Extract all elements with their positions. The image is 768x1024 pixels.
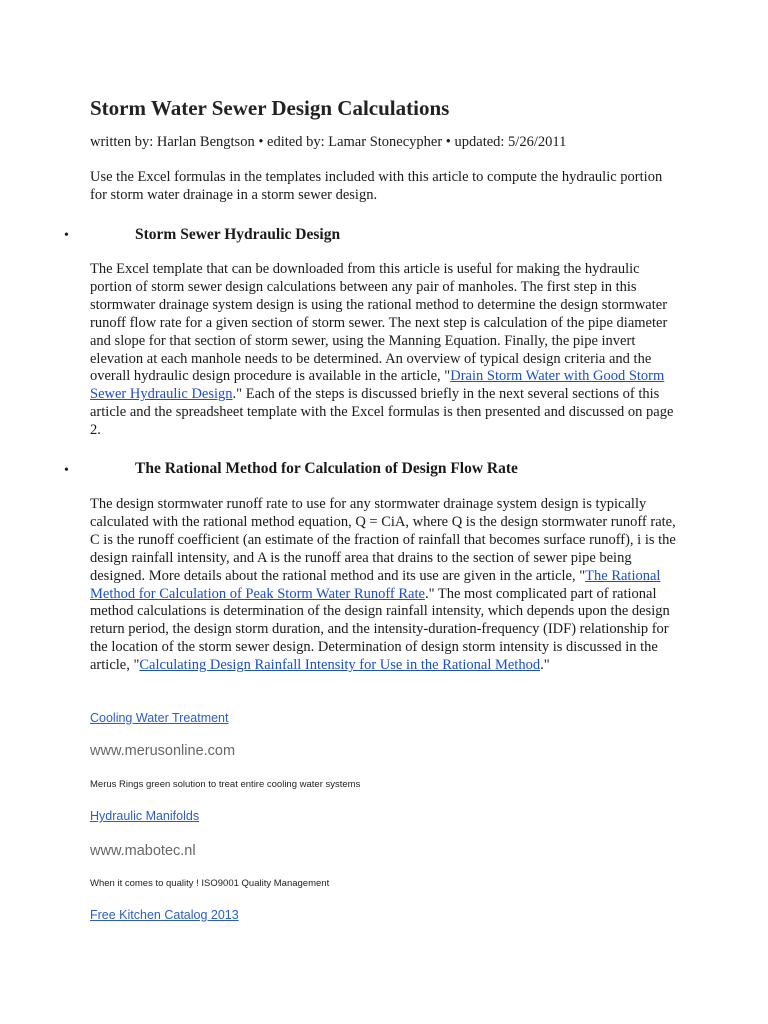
article-link-rainfall-intensity[interactable]: Calculating Design Rainfall Intensity for Use in the Rational Method — [139, 657, 541, 674]
ad-description-merus: Merus Rings green solution to treat entire cooling water systems — [90, 779, 361, 790]
section-body-rational-method — [90, 496, 682, 675]
article-byline: written by: Harlan Bengtson • edited by: Lamar Stonecypher • updated: 5/26/2011 — [90, 134, 567, 150]
ad-link-hydraulic-manifolds[interactable]: Hydraulic Manifolds — [90, 809, 200, 823]
article-link-rational-method[interactable]: The Rational Method for Calculation of Peak Storm Water Runoff Rate — [90, 567, 661, 602]
ad-url-mabotec[interactable]: www.mabotec.nl — [90, 843, 196, 859]
section-body-hydraulic-design — [90, 261, 682, 440]
body-text: ." Each of the steps is discussed briefly in the next several sections of this article and the spreadsheet template with the Excel formulas is then presented and discussed on page 2. — [90, 386, 674, 439]
body-text: The design stormwater runoff rate to use for any stormwater drainage system design is typically calculated with the rational method equation, Q = CiA, where Q is the design stormwater runoff rate, C is the runoff coefficient (an estimate of the fraction of rainfall that becomes surface runoff), i is the design rainfall intensity, and A is the runoff area that drains to the section of sewer pipe being designed. More details about the rational method and its use are given in the article, " — [90, 496, 676, 584]
section-bullet: • — [64, 228, 69, 243]
body-text: ." The most complicated part of rational method calculations is determination of the design rainfall intensity, which depends upon the design return period, the design storm duration, and the intensity-duration-frequency (IDF) relationship for the location of the storm sewer design. Determination of design storm intensity is discussed in the article, " — [90, 585, 670, 674]
article-intro: Use the Excel formulas in the templates included with this article to compute the hydraulic portion for storm water drainage in a storm sewer design. — [90, 169, 663, 203]
ad-link-free-kitchen-catalog[interactable]: Free Kitchen Catalog 2013 — [90, 908, 239, 922]
section-heading-rational-method: The Rational Method for Calculation of Design Flow Rate — [135, 460, 518, 477]
article-link-drain-storm-water[interactable]: Drain Storm Water with Good Storm Sewer Hydraulic Design — [90, 368, 665, 403]
section-bullet: • — [64, 463, 69, 478]
ad-link-cooling-water-treatment[interactable]: Cooling Water Treatment — [90, 711, 229, 725]
ad-description-mabotec: When it comes to quality ! ISO9001 Quality Management — [90, 878, 330, 889]
body-text: The Excel template that can be downloaded from this article is useful for making the hydraulic portion of storm sewer design calculations between any pair of manholes. The first step in this stormwater drainage system design is using the rational method to determine the design stormwater runoff flow rate for a given section of storm sewer. The next step is calculation of the pipe diameter and slope for that section of storm sewer, using the Manning Equation. Finally, the pipe invert elevation at each manhole needs to be determined. An overview of typical design criteria and the overall hydraulic design procedure is available in the article, " — [90, 261, 668, 385]
section-heading-hydraulic-design: Storm Sewer Hydraulic Design — [135, 226, 341, 243]
ad-url-merusonline[interactable]: www.merusonline.com — [90, 743, 236, 759]
article-title: Storm Water Sewer Design Calculations — [90, 96, 450, 120]
body-text: ." — [540, 657, 550, 674]
